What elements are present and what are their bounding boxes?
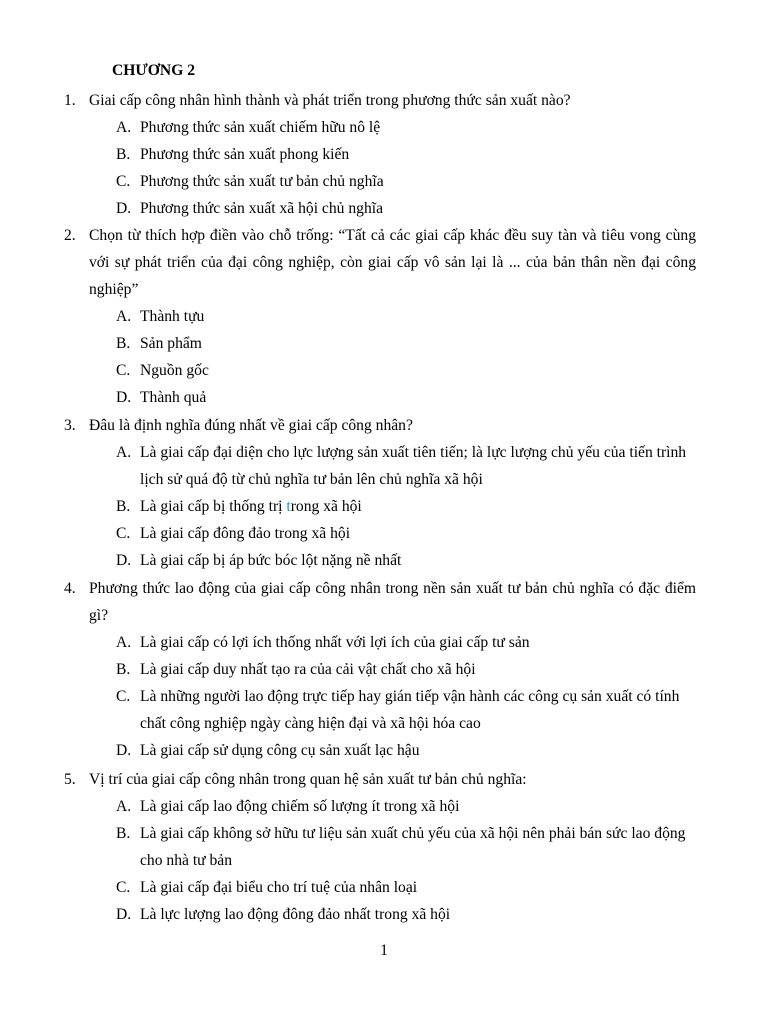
option-label: C. bbox=[116, 688, 131, 705]
option-label: B. bbox=[116, 146, 131, 163]
option-text: Là giai cấp sử dụng công cụ sản xuất lạc hậu bbox=[140, 742, 420, 759]
option-b bbox=[116, 330, 696, 357]
option-text: Là giai cấp không sở hữu tư liệu sản xuất chủ yếu của xã hội nên phải bán sức lao động cho nhà tư bản bbox=[140, 825, 686, 869]
question-5 bbox=[64, 766, 696, 928]
option-text: Nguồn gốc bbox=[140, 362, 209, 379]
option-a bbox=[116, 114, 696, 141]
option-text: Là giai cấp đại biểu cho trí tuệ của nhân loại bbox=[140, 879, 418, 896]
question-text: Giai cấp công nhân hình thành và phát triển trong phương thức sản xuất nào? bbox=[89, 92, 571, 109]
question-number: 5. bbox=[64, 771, 76, 788]
option-text: Là giai cấp duy nhất tạo ra của cải vật chất cho xã hội bbox=[140, 661, 476, 678]
question-text: Phương thức lao động của giai cấp công nhân trong nền sản xuất tư bản chủ nghĩa có đặc điểm gì? bbox=[89, 580, 696, 624]
option-a bbox=[116, 793, 696, 820]
option-label: A. bbox=[116, 634, 132, 651]
option-label: B. bbox=[116, 825, 131, 842]
option-text: Là giai cấp đông đảo trong xã hội bbox=[140, 525, 351, 542]
question-text: Đâu là định nghĩa đúng nhất về giai cấp công nhân? bbox=[89, 417, 413, 434]
question-number: 4. bbox=[64, 580, 76, 597]
option-d bbox=[116, 195, 696, 222]
option-d bbox=[116, 384, 696, 411]
option-label: A. bbox=[116, 798, 132, 815]
option-label: A. bbox=[116, 444, 132, 461]
option-c bbox=[116, 520, 696, 547]
option-label: D. bbox=[116, 906, 132, 923]
option-c bbox=[116, 683, 696, 737]
option-label: D. bbox=[116, 389, 132, 406]
option-label: B. bbox=[116, 498, 131, 515]
option-b bbox=[116, 141, 696, 168]
option-text: Phương thức sản xuất phong kiến bbox=[140, 146, 350, 163]
option-text: Là lực lượng lao động đông đảo nhất trong xã hội bbox=[140, 906, 451, 923]
question-text: Vị trí của giai cấp công nhân trong quan hệ sản xuất tư bản chủ nghĩa: bbox=[89, 771, 527, 788]
option-text: Phương thức sản xuất chiếm hữu nô lệ bbox=[140, 119, 381, 136]
option-label: C. bbox=[116, 879, 131, 896]
option-text: Thành tựu bbox=[140, 308, 205, 325]
option-text-part: Là giai cấp bị thống trị bbox=[140, 498, 287, 515]
option-text: Là những người lao động trực tiếp hay gián tiếp vận hành các công cụ sản xuất có tính chất công nghiệp ngày càng hiện đại và xã hội hóa cao bbox=[140, 688, 680, 732]
question-number: 2. bbox=[64, 227, 76, 244]
option-text: Phương thức sản xuất xã hội chủ nghĩa bbox=[140, 200, 383, 217]
question-number: 3. bbox=[64, 417, 76, 434]
highlighted-char: t bbox=[286, 498, 291, 515]
option-text: Là giai cấp đại diện cho lực lượng sản xuất tiên tiến; là lực lượng chủ yếu của tiến trình lịch sử quá độ từ chủ nghĩa tư bản lên chủ nghĩa xã hội bbox=[140, 444, 687, 488]
option-a bbox=[116, 303, 696, 330]
question-2 bbox=[64, 222, 696, 411]
option-d bbox=[116, 547, 696, 574]
option-label: D. bbox=[116, 552, 132, 569]
chapter-title: CHƯƠNG 2 bbox=[112, 62, 196, 79]
option-text: Là giai cấp lao động chiếm số lượng ít trong xã hội bbox=[140, 798, 460, 815]
option-text: Sản phẩm bbox=[140, 335, 202, 352]
option-c bbox=[116, 357, 696, 384]
option-label: C. bbox=[116, 362, 131, 379]
option-label: D. bbox=[116, 742, 132, 759]
option-label: B. bbox=[116, 661, 131, 678]
option-c bbox=[116, 874, 696, 901]
question-1 bbox=[64, 87, 696, 222]
option-b bbox=[116, 493, 696, 520]
question-3 bbox=[64, 412, 696, 574]
option-text: Là giai cấp có lợi ích thống nhất với lợi ích của giai cấp tư sản bbox=[140, 634, 530, 651]
option-text bbox=[140, 493, 696, 520]
option-b bbox=[116, 820, 696, 874]
option-label: A. bbox=[116, 119, 132, 136]
option-label: D. bbox=[116, 200, 132, 217]
option-text-part: rong xã hội bbox=[290, 498, 362, 515]
question-text: Chọn từ thích hợp điền vào chỗ trống: “Tất cả các giai cấp khác đều suy tàn và tiêu vong cùng với sự phát triển của đại công nghiệp, còn giai cấp vô sản lại là ... của bản thân nền đại công nghiệp” bbox=[89, 227, 696, 298]
option-label: B. bbox=[116, 335, 131, 352]
option-label: A. bbox=[116, 308, 132, 325]
option-c bbox=[116, 168, 696, 195]
option-b bbox=[116, 656, 696, 683]
option-label: C. bbox=[116, 173, 131, 190]
option-text: Thành quả bbox=[140, 389, 207, 406]
option-text: Phương thức sản xuất tư bản chủ nghĩa bbox=[140, 173, 384, 190]
question-4 bbox=[64, 575, 696, 764]
option-a bbox=[116, 629, 696, 656]
option-a bbox=[116, 439, 696, 493]
option-label: C. bbox=[116, 525, 131, 542]
question-number: 1. bbox=[64, 92, 76, 109]
page-number: 1 bbox=[380, 942, 388, 959]
option-d bbox=[116, 901, 696, 928]
option-d bbox=[116, 737, 696, 764]
option-text: Là giai cấp bị áp bức bóc lột nặng nề nhất bbox=[140, 552, 402, 569]
